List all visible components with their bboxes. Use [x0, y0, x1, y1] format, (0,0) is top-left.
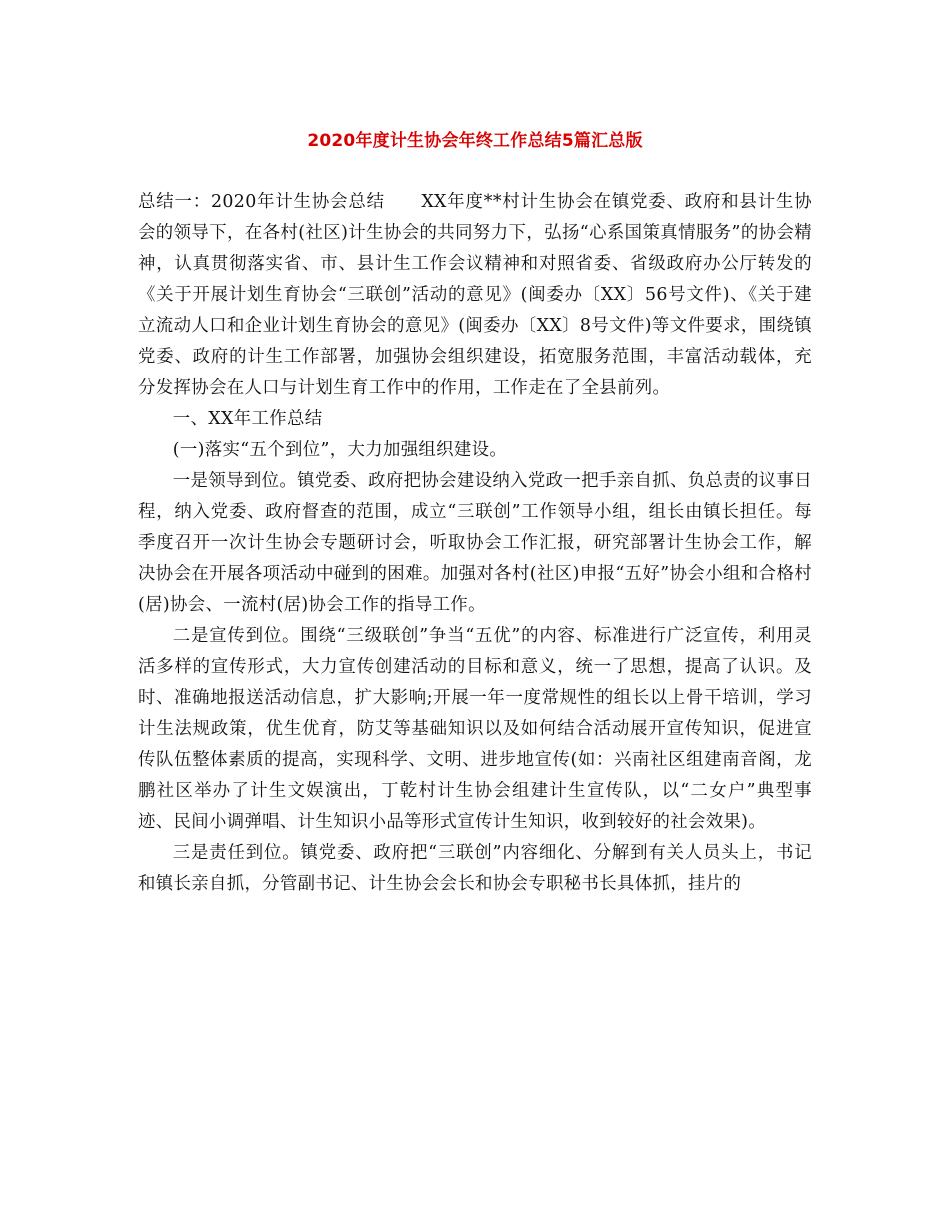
section-heading: 一、XX年工作总结 [172, 409, 323, 429]
paragraph-summary-intro: 总结一：2020年计生协会总结 XX年度**村计生协会在镇党委、政府和县计生协会的领导下，在各村(社区)计生协会的共同努力下，弘扬“心系国策真情服务”的协会精神，认真贯彻落实省、市、县计生工作会议精神和对照省委、省级政府办公厅转发的《关于开展计划生育协会“三联创”活动的意见》(闽委办〔XX〕56号文件)、《关于建立流动人口和企业计划生育协会的意见》(闽委办〔XX〕8号文件)等文件要求，围绕镇党委、政府的计生工作部署，加强协会组织建设，拓宽服务范围，丰富活动载体，充分发挥协会在人口与计划生育工作中的作用，工作走在了全县前列。 [138, 192, 812, 398]
paragraph-publicity: 二是宣传到位。围绕“三级联创”争当“五优”的内容、标准进行广泛宣传，利用灵活多样的宣传形式，大力宣传创建活动的目标和意义，统一了思想，提高了认识。及时、准确地报送活动信息，扩大影响;开展一年一度常规性的组长以上骨干培训，学习计生法规政策，优生优育，防艾等基础知识以及如何结合活动展开宣传知识，促进宣传队伍整体素质的提高，实现科学、文明、进步地宣传(如：兴南社区组建南音阁，龙鹏社区举办了计生文娱演出，丁乾村计生协会组建计生宣传队，以“二女户”典型事迹、民间小调弹唱、计生知识小品等形式宣传计生知识，收到较好的社会效果)。 [138, 626, 812, 832]
document-title: 2020年度计生协会年终工作总结5篇汇总版 [307, 131, 643, 151]
paragraph-responsibility: 三是责任到位。镇党委、政府把“三联创”内容细化、分解到有关人员头上，书记和镇长亲自抓，分管副书记、计生协会会长和协会专职秘书长具体抓，挂片的 [138, 843, 812, 894]
document-body [138, 187, 812, 900]
subsection-heading: (一)落实“五个到位”，大力加强组织建设。 [172, 440, 508, 460]
paragraph-leadership: 一是领导到位。镇党委、政府把协会建设纳入党政一把手亲自抓、负总责的议事日程，纳入党委、政府督查的范围，成立“三联创”工作领导小组，组长由镇长担任。每季度召开一次计生协会专题研讨会，听取协会工作汇报，研究部署计生协会工作，解决协会在开展各项活动中碰到的困难。加强对各村(社区)申报“五好”协会小组和合格村(居)协会、一流村(居)协会工作的指导工作。 [138, 471, 812, 615]
